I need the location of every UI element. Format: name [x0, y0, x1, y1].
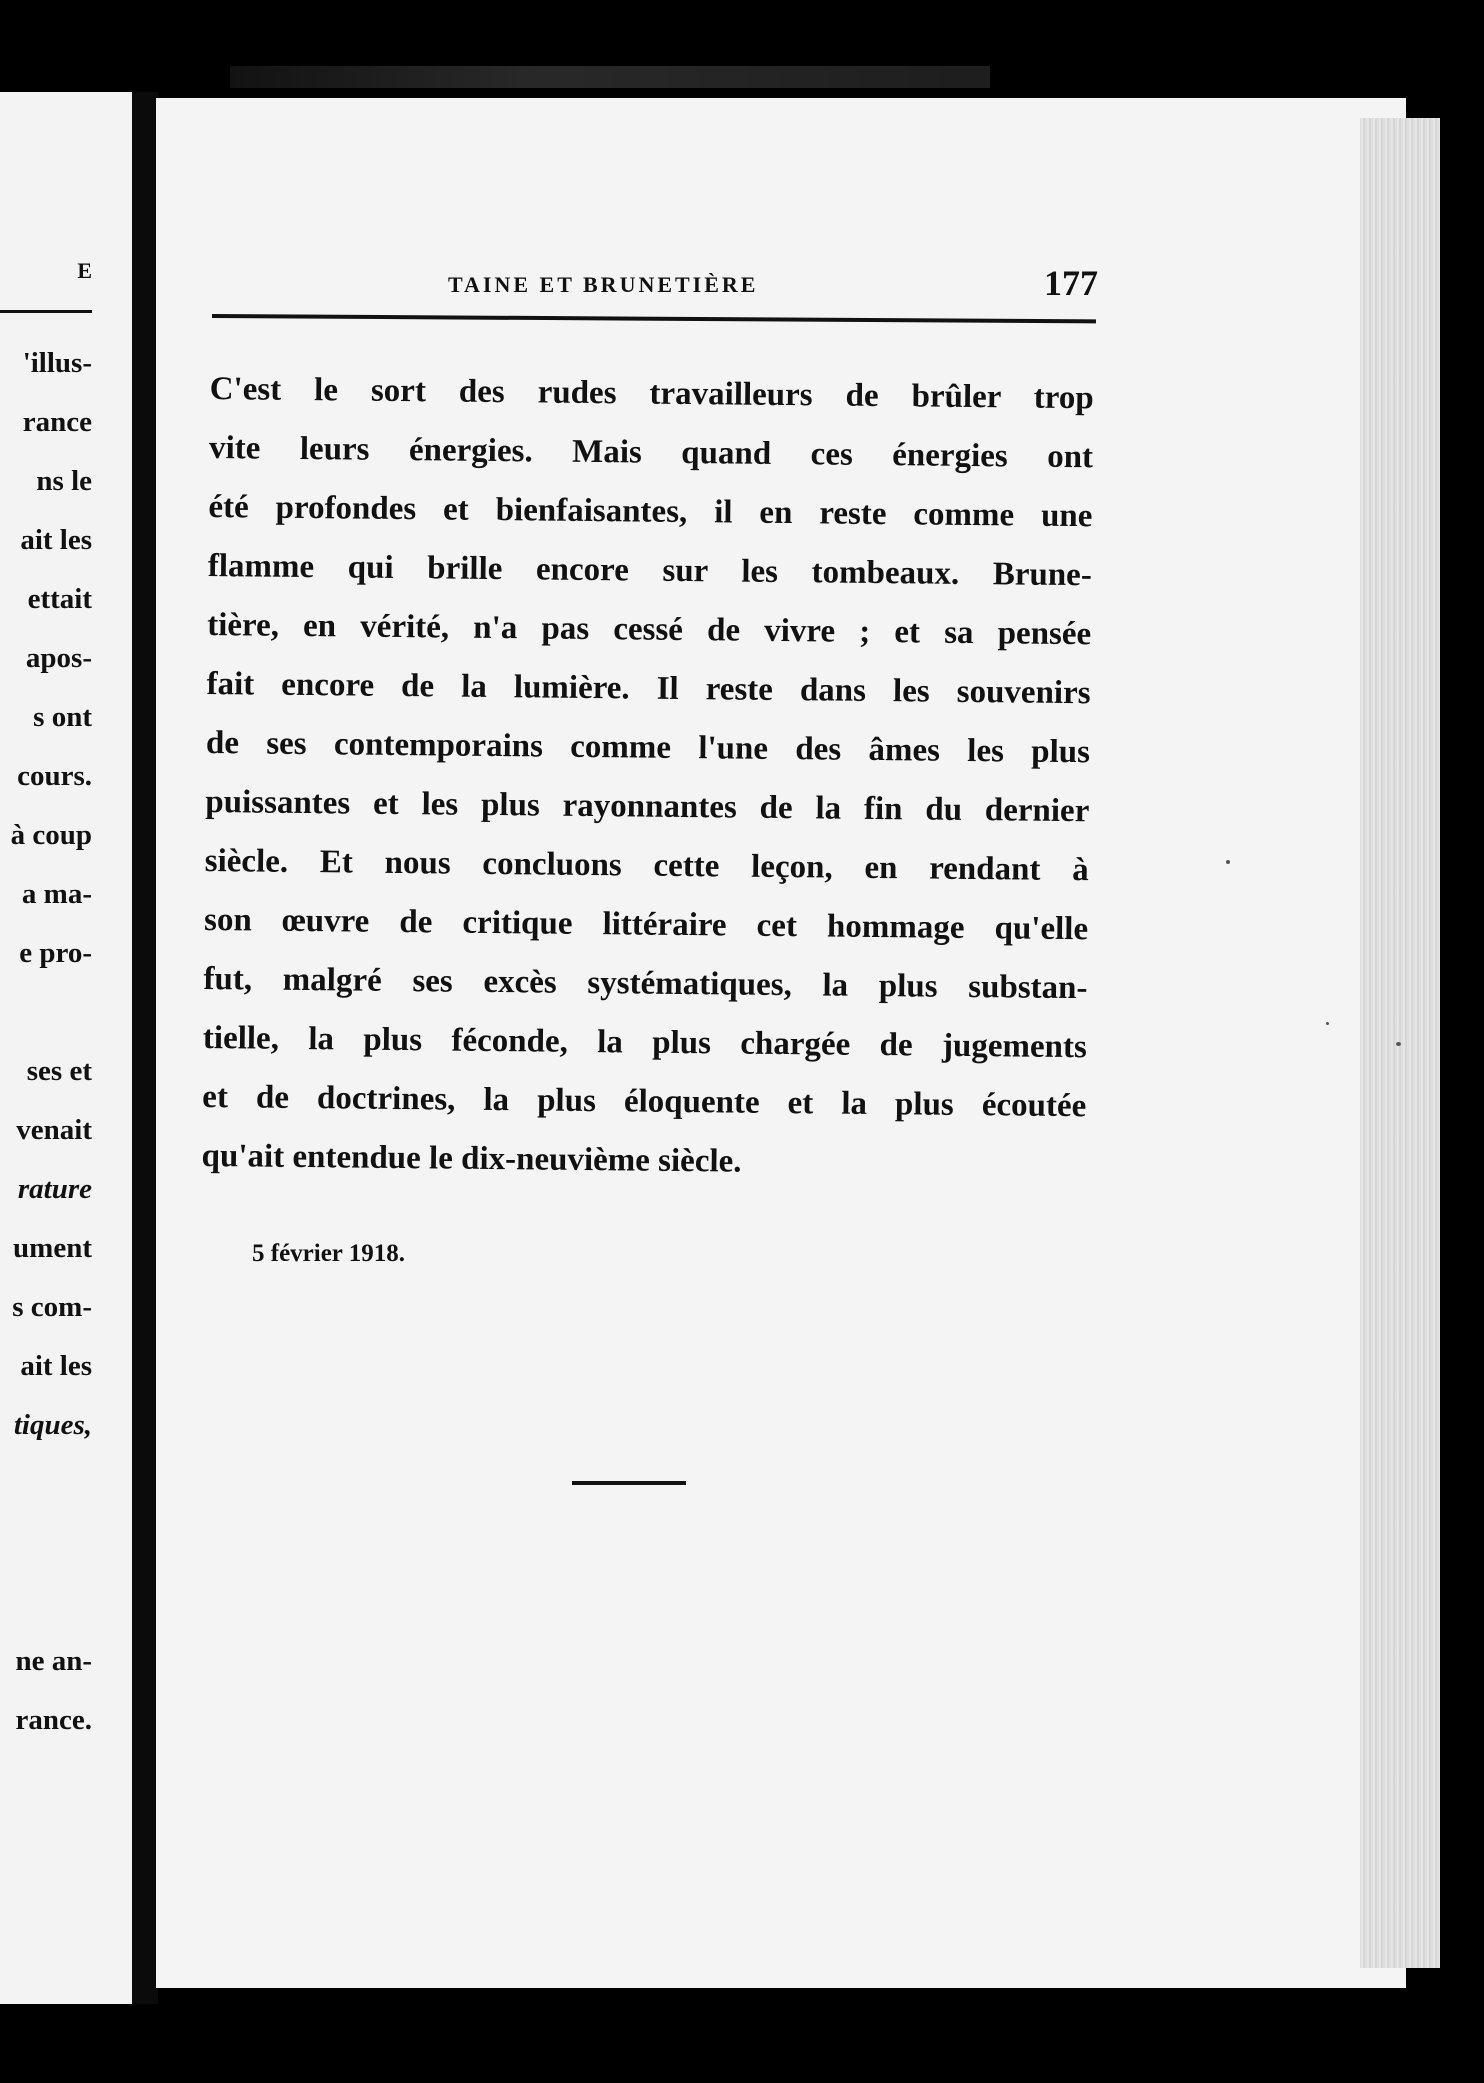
- left-line: s com-: [12, 1291, 92, 1323]
- left-line: ettait: [27, 583, 92, 615]
- left-line: ne an-: [15, 1645, 92, 1677]
- body-line: flamme qui brille encore sur les tombeaux. Brune-: [207, 547, 1092, 594]
- body-line: de ses contemporains comme l'une des âmes les plus: [205, 724, 1091, 771]
- left-line: a ma-: [21, 878, 92, 910]
- body-line: puissantes et les plus rayonnantes de la fin du dernier: [205, 783, 1090, 830]
- body-line: été profondes et bienfaisantes, il en reste comme une: [208, 488, 1093, 535]
- scan-speck: [1396, 1042, 1401, 1046]
- left-line: ait les: [20, 1350, 92, 1382]
- left-line: s ont: [33, 701, 92, 733]
- running-head: [210, 263, 1098, 308]
- body-line-last: qu'ait entendue le dix-neuvième siècle.: [201, 1137, 742, 1180]
- left-line: cours.: [17, 760, 92, 792]
- left-line-italic: tiques,: [13, 1409, 92, 1441]
- scan-speck: [1226, 860, 1230, 864]
- book-gutter: [132, 92, 158, 2004]
- left-line-italic: rature: [17, 1173, 92, 1205]
- body-line: fut, malgré ses excès systématiques, la plus substan-: [203, 960, 1088, 1007]
- scan-top-shadow: [230, 66, 990, 88]
- left-line: ses et: [26, 1055, 92, 1087]
- body-line: fait encore de la lumière. Il reste dans les souvenirs: [206, 665, 1091, 712]
- left-line: ns le: [36, 465, 92, 497]
- left-line: rance.: [15, 1704, 92, 1736]
- body-line: C'est le sort des rudes travailleurs de brûler trop: [209, 370, 1094, 417]
- body-line: siècle. Et nous concluons cette leçon, en rendant à: [204, 842, 1089, 889]
- body-line: son œuvre de critique littéraire cet hommage qu'elle: [203, 901, 1089, 948]
- body-text: [201, 360, 1094, 1195]
- end-rule: [572, 1481, 686, 1485]
- left-line-gap: [0, 1455, 92, 1514]
- left-page-fragment: [0, 92, 140, 2004]
- left-running-head: E: [77, 258, 92, 283]
- left-line: apos-: [25, 642, 92, 674]
- left-line: 'illus-: [22, 347, 92, 379]
- body-line: vite leurs énergies. Mais quand ces énergies ont: [208, 429, 1094, 476]
- left-line: rance: [22, 406, 92, 438]
- page-number: 177: [1044, 263, 1098, 303]
- body-line: tielle, la plus féconde, la plus chargée de jugements: [202, 1019, 1088, 1066]
- left-line: venait: [16, 1114, 92, 1146]
- body-line: et de doctrines, la plus éloquente et la plus écoutée: [202, 1078, 1087, 1125]
- running-title: TAINE ET BRUNETIÈRE: [448, 272, 759, 297]
- left-line: ait les: [20, 524, 92, 556]
- scan-speck: [1326, 1022, 1329, 1025]
- left-line-gap: [0, 983, 92, 1042]
- left-head-rule: [0, 310, 92, 313]
- left-line: ument: [13, 1232, 92, 1264]
- left-page-lines: [0, 334, 92, 1750]
- left-line: à coup: [10, 819, 92, 851]
- left-line-gap: [0, 1573, 92, 1632]
- left-line-gap: [0, 1514, 92, 1573]
- dateline: 5 février 1918.: [252, 1240, 405, 1267]
- body-line: tière, en vérité, n'a pas cessé de vivre ; et sa pensée: [207, 606, 1092, 653]
- left-line: e pro-: [19, 937, 92, 969]
